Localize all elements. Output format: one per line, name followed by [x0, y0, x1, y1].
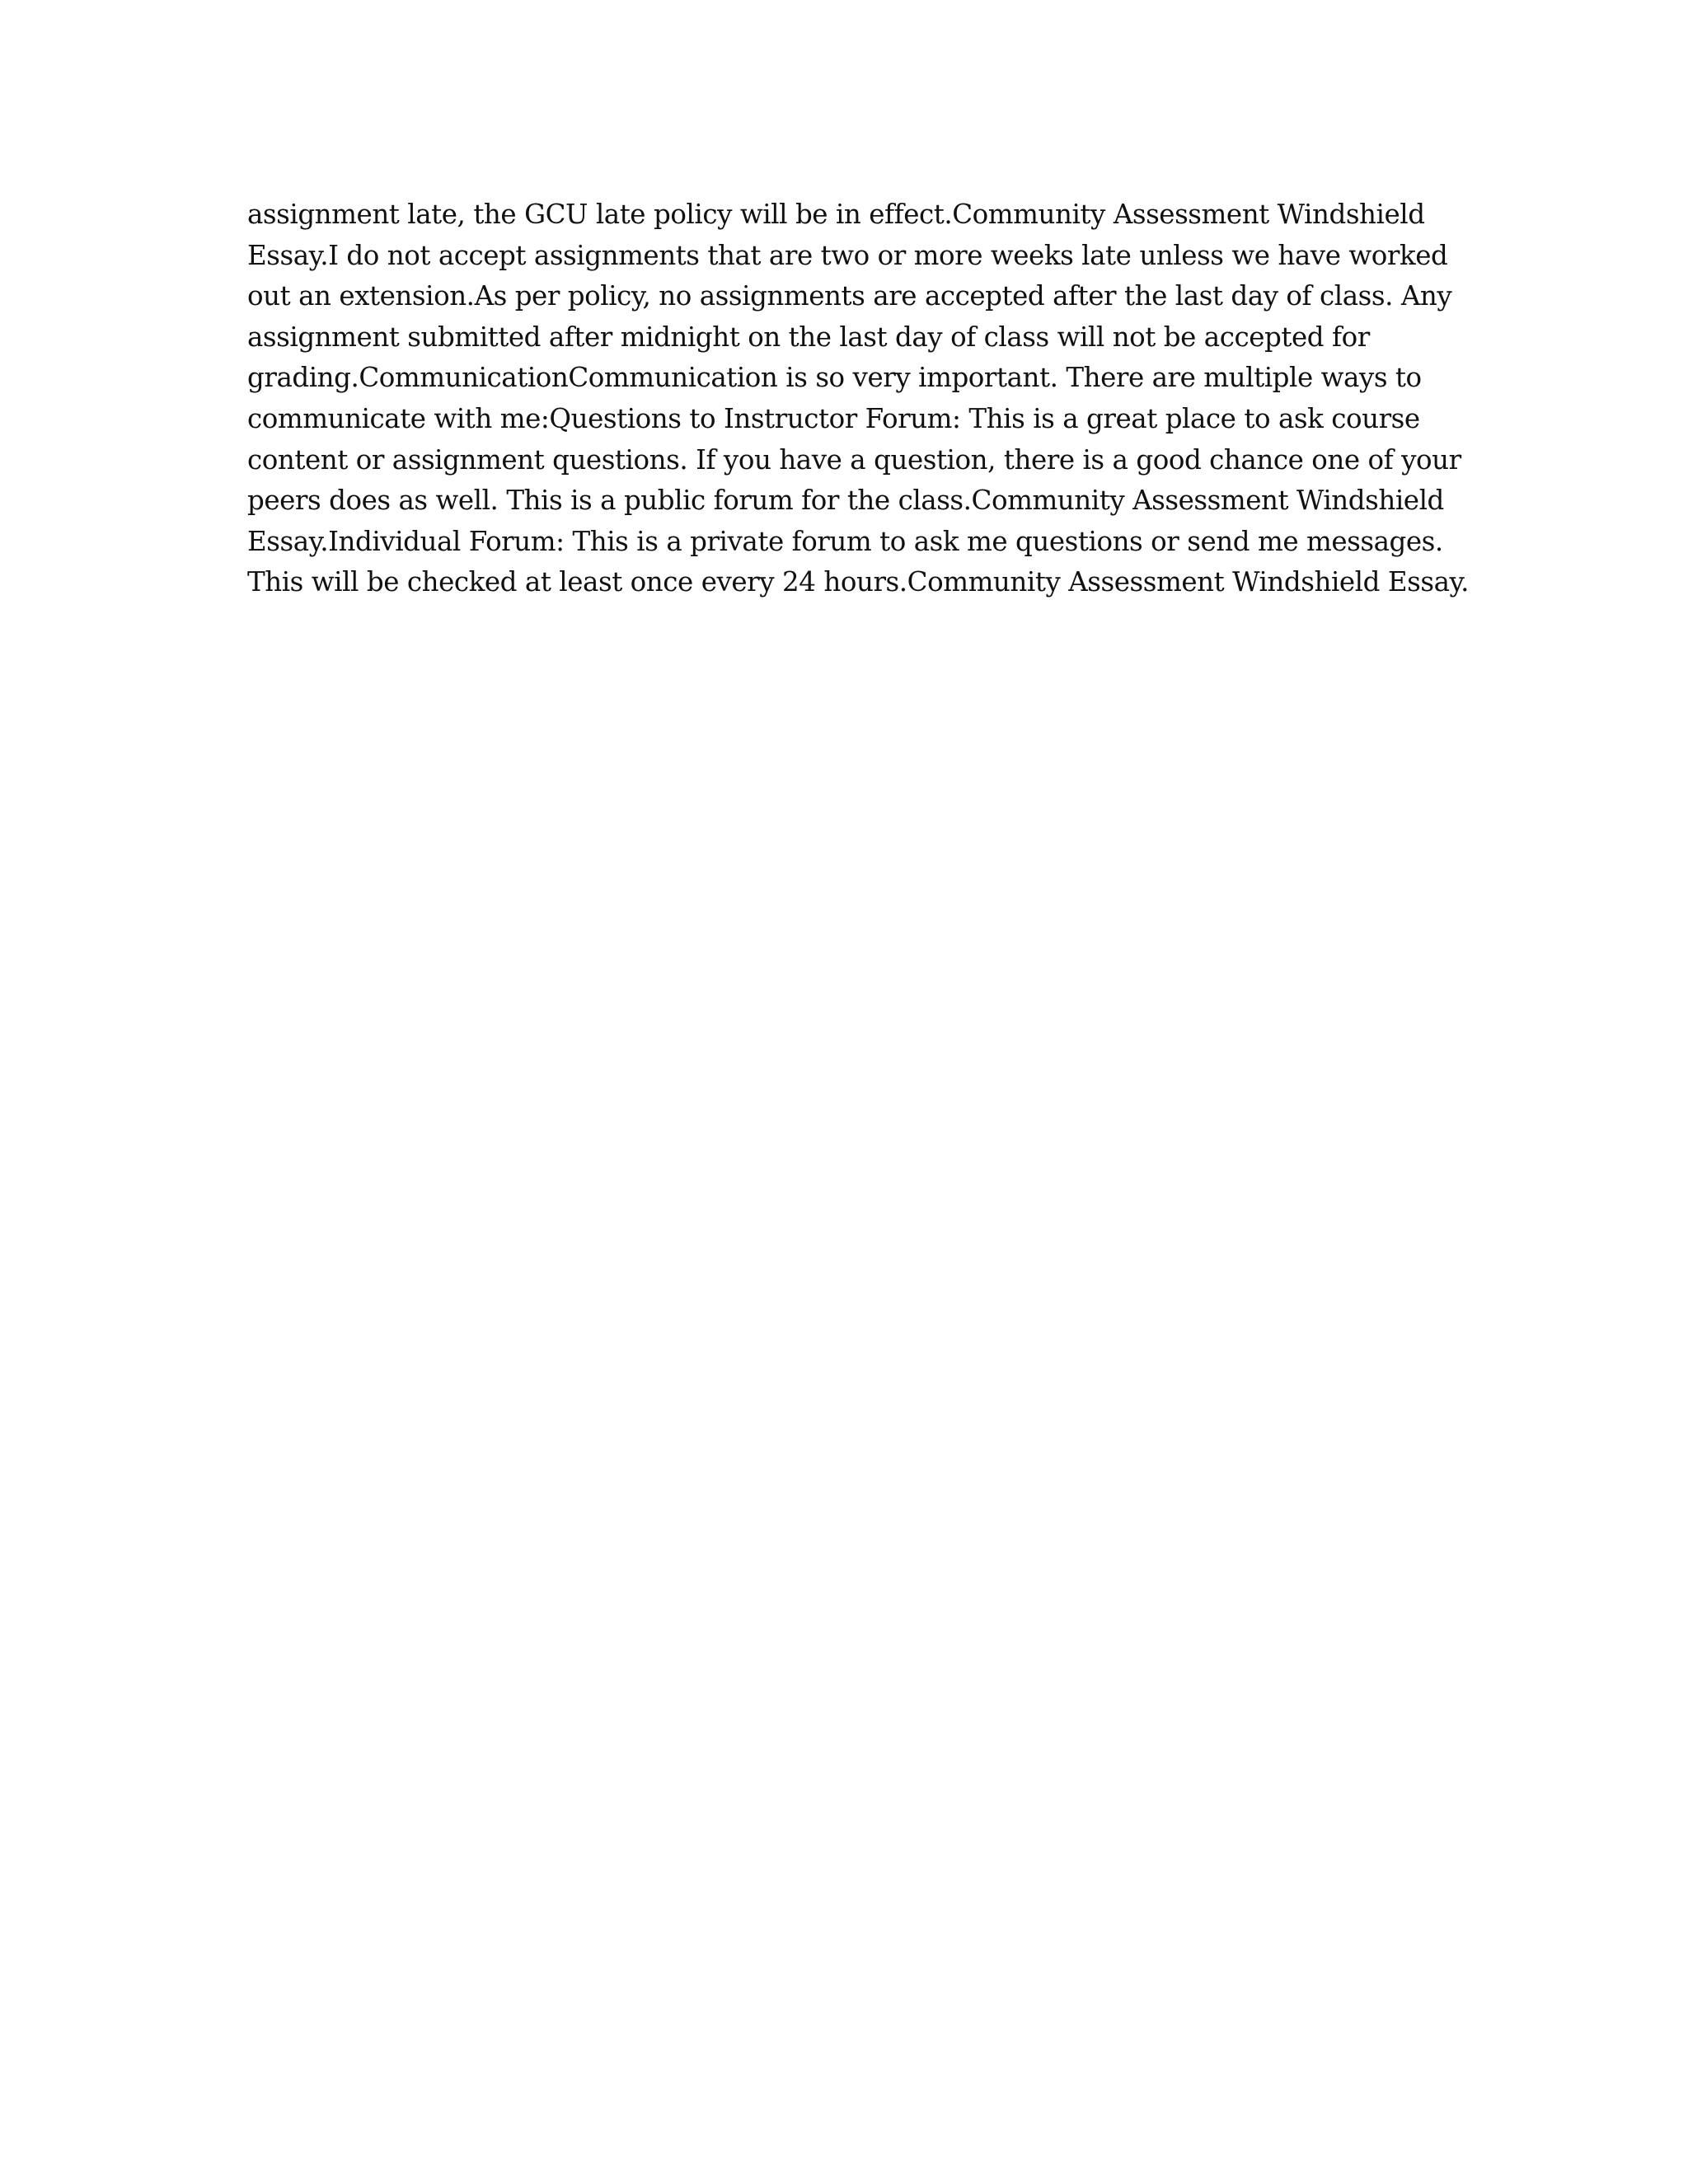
text-line: This will be checked at least once every 24 hours.Community Assessment Windshield Essay.: [247, 566, 1469, 598]
text-line: content or assignment questions. If you have a question, there is a good chance one of your: [247, 443, 1461, 476]
text-line: grading.CommunicationCommunication is so very important. There are multiple ways to: [247, 362, 1422, 394]
text-line: Essay.I do not accept assignments that are two or more weeks late unless we have worked: [247, 239, 1448, 271]
body-paragraph: [247, 194, 1469, 603]
text-line: communicate with me:Questions to Instructor Forum: This is a great place to ask course: [247, 402, 1420, 434]
text-line: assignment submitted after midnight on the last day of class will not be accepted for: [247, 321, 1370, 353]
text-line: assignment late, the GCU late policy will be in effect.Community Assessment Windshield: [247, 199, 1425, 230]
text-line: peers does as well. This is a public forum for the class.Community Assessment Windshield: [247, 485, 1444, 517]
text-line: out an extension.As per policy, no assignments are accepted after the last day of class. Any: [247, 280, 1452, 312]
text-line: Essay.Individual Forum: This is a private forum to ask me questions or send me messages.: [247, 525, 1443, 557]
